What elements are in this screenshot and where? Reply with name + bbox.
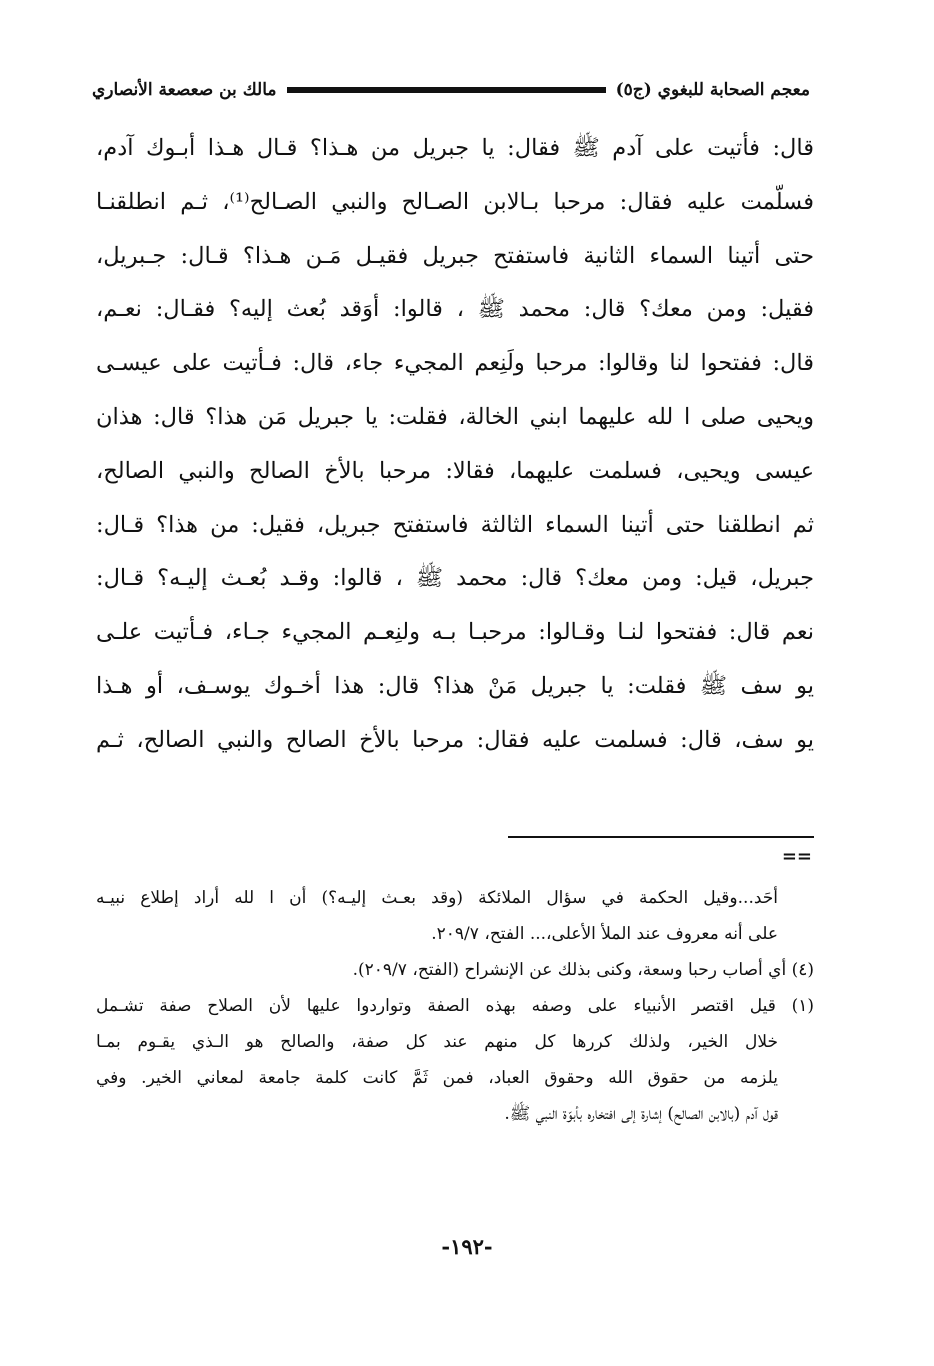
- header-rule: [287, 87, 606, 93]
- main-text-block: [96, 122, 814, 768]
- footnote-line: خلال الخير، ولذلك كررها كل منهم عند كل صفة، والصالح هو الـذي يقـوم بمـا: [96, 1032, 778, 1052]
- text-line: نعم قال: ففتحوا لنـا وقـالوا: مرحبـا بـه ولنِعـم المجيء جـاء، فـأتيت علـى: [96, 619, 814, 646]
- text-line: فقيل: ومن معك؟ قال: محمد ﷺ ، قالوا: أوَقد بُعث إليه؟ فقـال: نعـم،: [96, 296, 814, 323]
- footnote-line: أحَد...وقيل الحكمة في سؤال الملائكة (وقد بعـث إليـه؟) أن ا لله أراد إطلاع نبيـه: [96, 888, 778, 908]
- header-chapter-title: مالك بن صعصعة الأنصاري: [92, 80, 277, 100]
- text-line: جبريل، قيل: ومن معك؟ قال: محمد ﷺ ، قالوا: وقـد بُعـث إليـه؟ قـال:: [96, 565, 814, 592]
- text-line: قال: ففتحوا لنا وقالوا: مرحبا ولَنِعم المجيء جاء، قال: فـأتيت على عيسـى: [96, 350, 814, 377]
- text-line: يو سف، قال: فسلمت عليه فقال: مرحبا بالأخ الصالح والنبي الصالح، ثـم: [96, 726, 814, 753]
- header-book-title: معجم الصحابة للبغوي (ج٥): [615, 80, 810, 100]
- footnote-line: قول آدم (بالابن الصالح) إشارة إلى افتخاره بأبوّة النبي ﷺ.: [504, 1104, 778, 1124]
- text-line: عيسى ويحيى، فسلمت عليهما، فقالا: مرحبا بالأخ الصالح والنبي الصالح،: [96, 457, 814, 484]
- footnote-line: (١) قيل اقتصر الأنبياء على وصفه بهذه الصفة وتواردوا عليها لأن الصلاح صفة تشـمل: [96, 996, 814, 1016]
- text-line: فسلّمت عليه فقال: مرحبا بـالابن الصـالح والنبي الصـالح⁽¹⁾، ثـم انطلقنـا: [96, 188, 814, 215]
- footnote-line: يلزمه من حقوق الله وحقوق العباد، فمن ثَمَّ كانت كلمة جامعة لمعاني الخير. وفي: [96, 1068, 778, 1088]
- text-line: قال: فأتيت على آدم ﷺ فقال: يا جبريل من هـذا؟ قـال هـذا أبـوك آدم،: [96, 135, 814, 161]
- footnote-line: على أنه معروف عند الملأ الأعلى،... الفتح، ٢٠٩/٧.: [431, 924, 778, 944]
- footnote-line: (٤) أي أصاب رحبا وسعة، وكنى بذلك عن الإنشراح (الفتح، ٢٠٩/٧).: [352, 960, 814, 980]
- text-line: حتى أتينا السماء الثانية فاستفتح جبريل فقيـل مَـن هـذا؟ قـال: جـبريل،: [96, 242, 814, 269]
- running-header: [92, 74, 810, 106]
- text-line: ويحيى صلى ا لله عليهما ابني الخالة، فقلت: يا جبريل مَن هذا؟ قال: هذان: [96, 403, 814, 430]
- text-line: ثم انطلقنا حتى أتينا السماء الثالثة فاستفتح جبريل، فقيل: من هذا؟ قـال:: [96, 511, 814, 538]
- page-number: -١٩٢-: [441, 1234, 493, 1259]
- footnote-separator: [508, 836, 814, 838]
- continuation-mark: ==: [781, 846, 812, 867]
- footnotes-block: [96, 880, 814, 1132]
- text-line: يو سف ﷺ فقلت: يا جبريل مَنْ هذا؟ قال: هذا أخـوك يوسـف، أو هـذا: [96, 672, 814, 699]
